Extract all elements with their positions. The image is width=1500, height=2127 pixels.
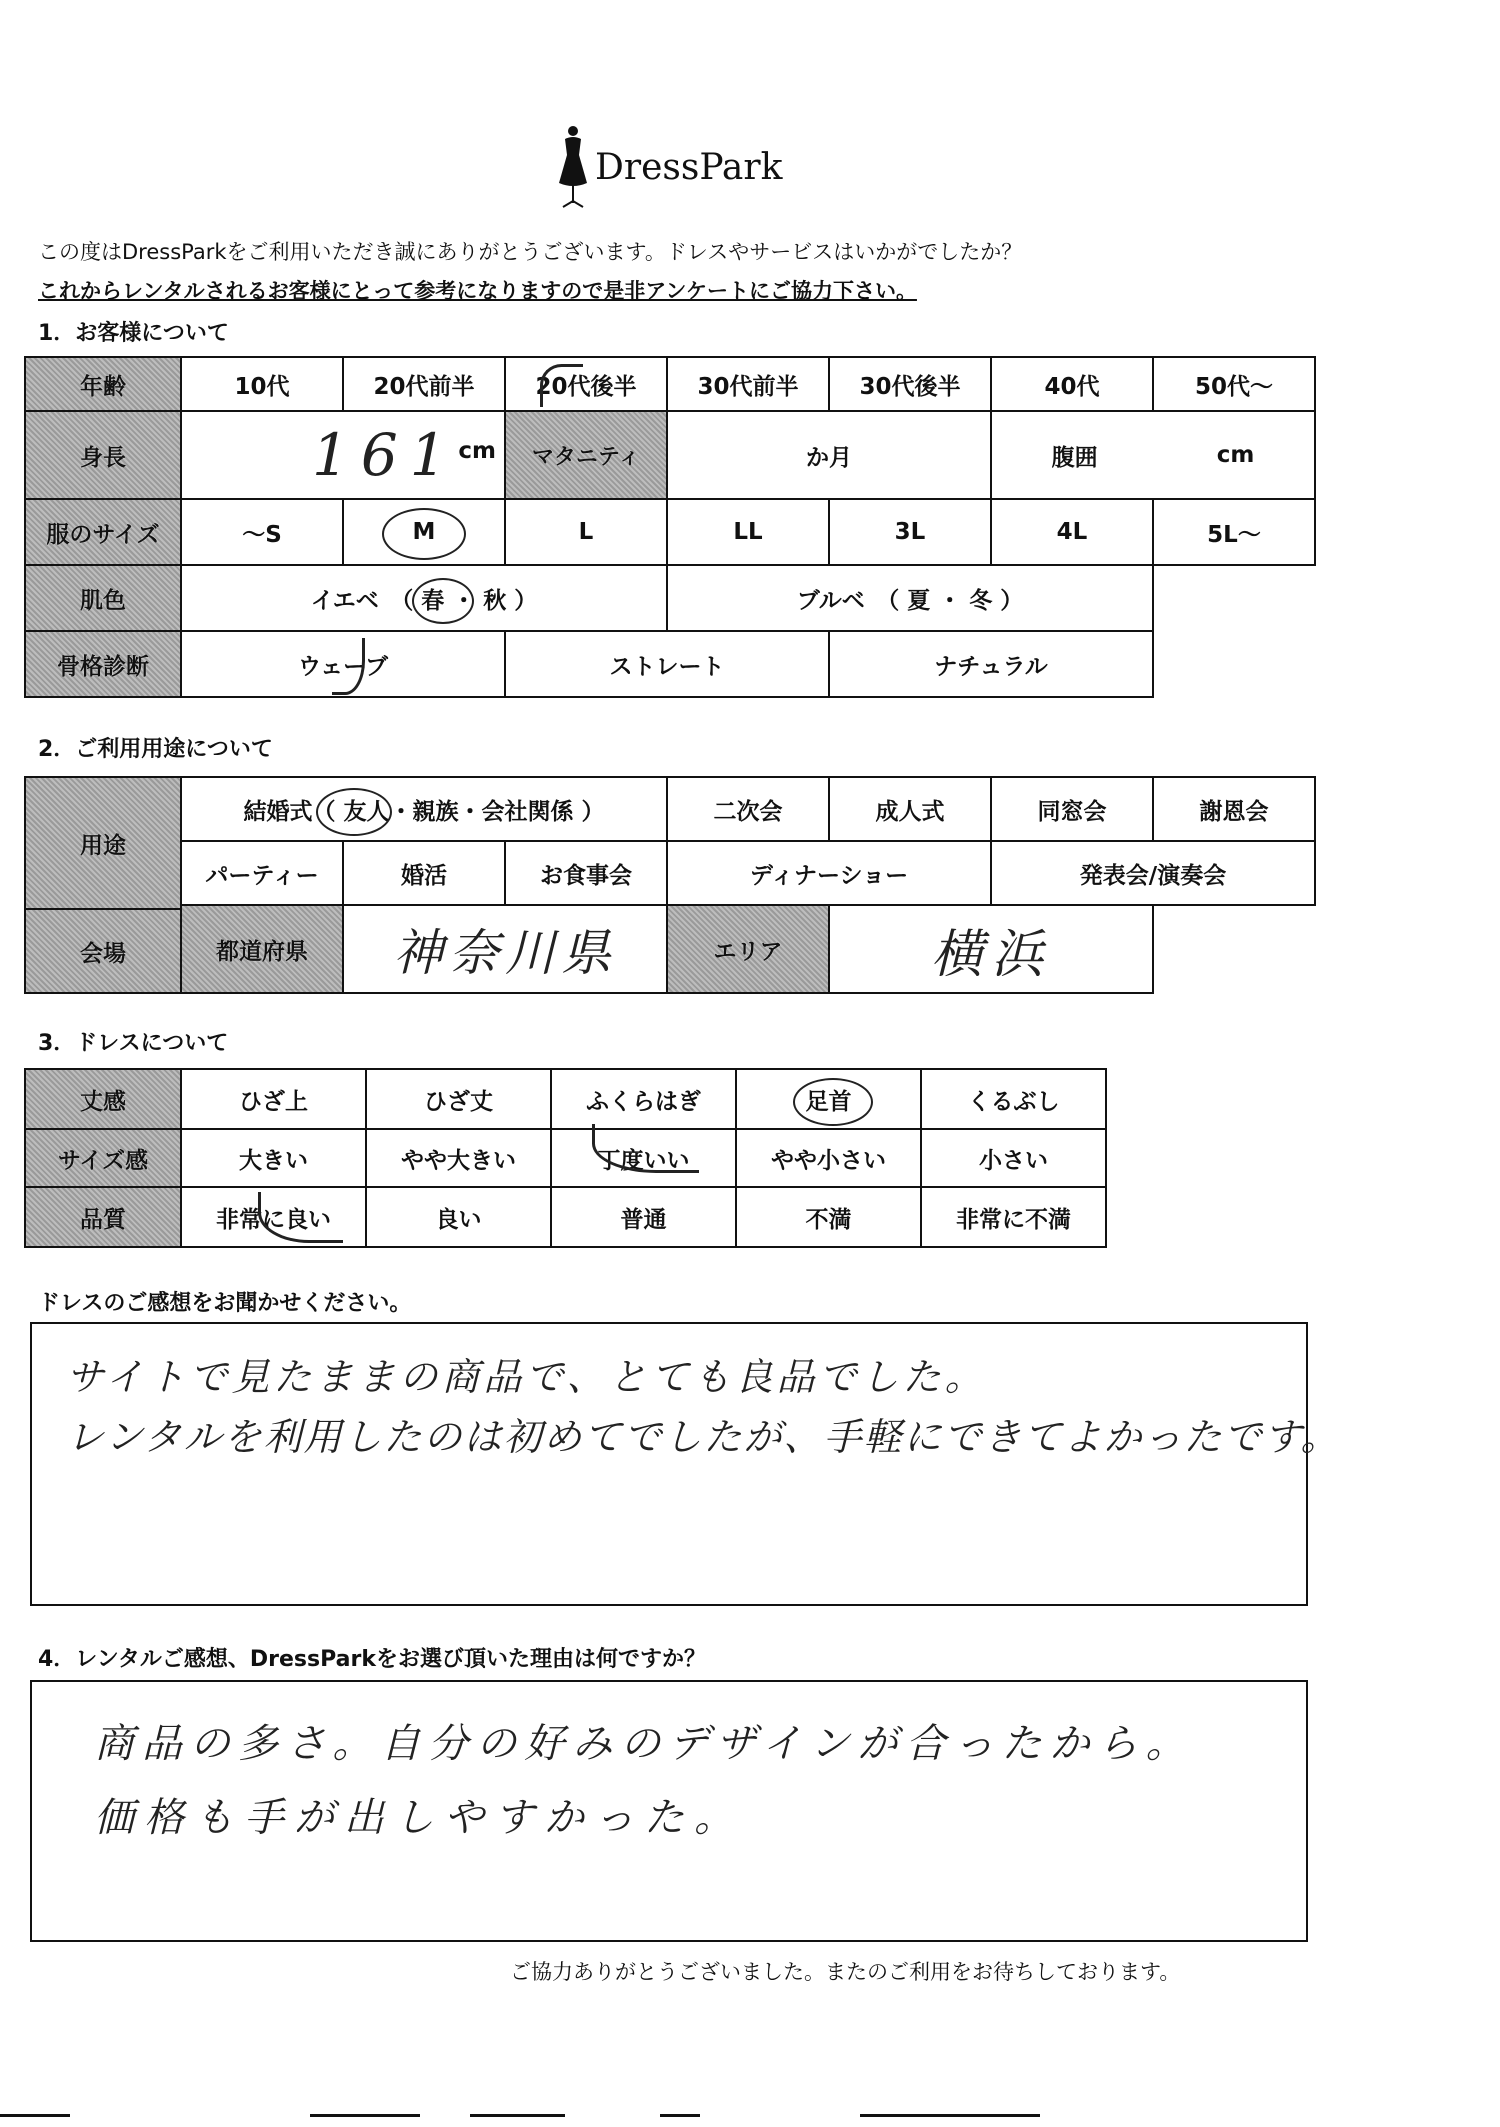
- frame-option[interactable]: ストレート: [504, 630, 830, 698]
- purpose-option[interactable]: 婚活: [342, 840, 506, 906]
- wedding-circle-mark: [316, 788, 392, 836]
- waist-field[interactable]: 腹囲 cm: [990, 410, 1316, 500]
- length-option-selected[interactable]: 足首: [735, 1068, 922, 1130]
- purpose-wedding[interactable]: 結婚式（ 友人・親族・会社関係 ）: [180, 776, 668, 842]
- dress-comment-prompt: ドレスのご感想をお聞かせください。: [38, 1291, 412, 1316]
- age-option[interactable]: 50代～: [1152, 356, 1316, 412]
- age-option[interactable]: 20代前半: [342, 356, 506, 412]
- skin-blue-option[interactable]: ブルベ （ 夏 ・ 冬 ）: [666, 564, 1154, 632]
- frame-option-selected[interactable]: ウェーブ: [180, 630, 506, 698]
- brand-name: DressPark: [595, 147, 783, 188]
- footer-thanks: ご協力ありがとうございました。またのご利用をお待ちしております。: [510, 1960, 1181, 1984]
- quality-option[interactable]: 不満: [735, 1186, 922, 1248]
- height-label: 身長: [24, 410, 182, 500]
- quality-option-selected[interactable]: 非常に良い: [180, 1186, 367, 1248]
- prefecture-label: 都道府県: [180, 904, 344, 994]
- dress-form-icon: [555, 125, 591, 210]
- fit-option[interactable]: 小さい: [920, 1128, 1107, 1188]
- section2-heading: 2．ご利用用途について: [38, 737, 273, 762]
- size-option[interactable]: 5L～: [1152, 498, 1316, 566]
- age-option[interactable]: 10代: [180, 356, 344, 412]
- purpose-option[interactable]: 二次会: [666, 776, 830, 842]
- dress-table: [24, 1068, 1114, 1248]
- logo: [555, 125, 785, 210]
- age-option[interactable]: 30代前半: [666, 356, 830, 412]
- scan-edge: [0, 2112, 1500, 2118]
- area-label: エリア: [666, 904, 830, 994]
- length-option[interactable]: ひざ丈: [365, 1068, 552, 1130]
- fit-option[interactable]: 大きい: [180, 1128, 367, 1188]
- fit-option-selected[interactable]: 丁度いい: [550, 1128, 737, 1188]
- fit-option[interactable]: やや小さい: [735, 1128, 922, 1188]
- size-option[interactable]: 3L: [828, 498, 992, 566]
- maternity-label: マタニティ: [504, 410, 668, 500]
- length-circle-mark: [793, 1078, 873, 1126]
- prefecture-field[interactable]: 神奈川県: [342, 904, 668, 994]
- quality-option[interactable]: 良い: [365, 1186, 552, 1248]
- dress-comment-box[interactable]: [30, 1322, 1341, 1606]
- purpose-option[interactable]: お食事会: [504, 840, 668, 906]
- quality-option[interactable]: 非常に不満: [920, 1186, 1107, 1248]
- section4-heading: 4．レンタルご感想、DressParkをお選び頂いた理由は何ですか？: [38, 1647, 706, 1672]
- section3-heading: 3．ドレスについて: [38, 1031, 229, 1056]
- intro-line-1: この度はDressParkをご利用いただき誠にありがとうございます。ドレスやサービスはいかがでしたか？: [38, 240, 1023, 264]
- length-label: 丈感: [24, 1068, 182, 1130]
- frame-label: 骨格診断: [24, 630, 182, 698]
- purpose-option[interactable]: 謝恩会: [1152, 776, 1316, 842]
- customer-table: [24, 356, 1330, 698]
- maternity-month-field[interactable]: か月: [666, 410, 992, 500]
- frame-check-mark: [332, 638, 365, 695]
- age-check-mark: [540, 364, 583, 407]
- quality-check-mark: [258, 1192, 343, 1243]
- fit-label: サイズ感: [24, 1128, 182, 1188]
- purpose-table: [24, 776, 1330, 994]
- skin-yellow-option[interactable]: イエベ （ 春 ・ 秋 ）: [180, 564, 668, 632]
- venue-label: 会場: [24, 908, 182, 994]
- size-option[interactable]: 4L: [990, 498, 1154, 566]
- purpose-label: 用途: [24, 776, 182, 910]
- size-option-selected[interactable]: M: [342, 498, 506, 566]
- reason-comment-line: 価格も手が出しやすかった。: [94, 1795, 744, 1841]
- size-circle-mark: [382, 508, 466, 560]
- dress-comment-line: サイトで見たままの商品で、とても良品でした。: [66, 1355, 987, 1399]
- length-option[interactable]: くるぶし: [920, 1068, 1107, 1130]
- intro-line-2: これからレンタルされるお客様にとって参考になりますので是非アンケートにご協力下さい。: [38, 279, 917, 303]
- size-option[interactable]: ～S: [180, 498, 344, 566]
- quality-option[interactable]: 普通: [550, 1186, 737, 1248]
- frame-option[interactable]: ナチュラル: [828, 630, 1154, 698]
- area-field[interactable]: 横浜: [828, 904, 1154, 994]
- quality-label: 品質: [24, 1186, 182, 1248]
- skin-label: 肌色: [24, 564, 182, 632]
- age-option[interactable]: 40代: [990, 356, 1154, 412]
- purpose-option[interactable]: 同窓会: [990, 776, 1154, 842]
- height-field[interactable]: [180, 410, 506, 500]
- purpose-option[interactable]: 成人式: [828, 776, 992, 842]
- length-option[interactable]: ふくらはぎ: [550, 1068, 737, 1130]
- size-label: 服のサイズ: [24, 498, 182, 566]
- age-option[interactable]: 30代後半: [828, 356, 992, 412]
- section1-heading: 1．お客様について: [38, 321, 229, 346]
- age-label: 年齢: [24, 356, 182, 412]
- size-option[interactable]: L: [504, 498, 668, 566]
- dress-comment-line: レンタルを利用したのは初めてでしたが、手軽にできてよかったです。: [66, 1415, 1341, 1459]
- purpose-option[interactable]: ディナーショー: [666, 840, 992, 906]
- purpose-option[interactable]: 発表会/演奏会: [990, 840, 1316, 906]
- height-value: 161: [312, 421, 459, 489]
- purpose-option[interactable]: パーティー: [180, 840, 344, 906]
- reason-comment-line: 商品の多さ。自分の好みのデザインが合ったから。: [94, 1721, 1194, 1767]
- length-option[interactable]: ひざ上: [180, 1068, 367, 1130]
- age-option-selected[interactable]: 20代後半: [504, 356, 668, 412]
- size-option[interactable]: LL: [666, 498, 830, 566]
- fit-option[interactable]: やや大きい: [365, 1128, 552, 1188]
- reason-comment-box[interactable]: [30, 1680, 1308, 1942]
- height-unit: cm: [458, 438, 496, 464]
- skin-circle-mark: [412, 578, 474, 624]
